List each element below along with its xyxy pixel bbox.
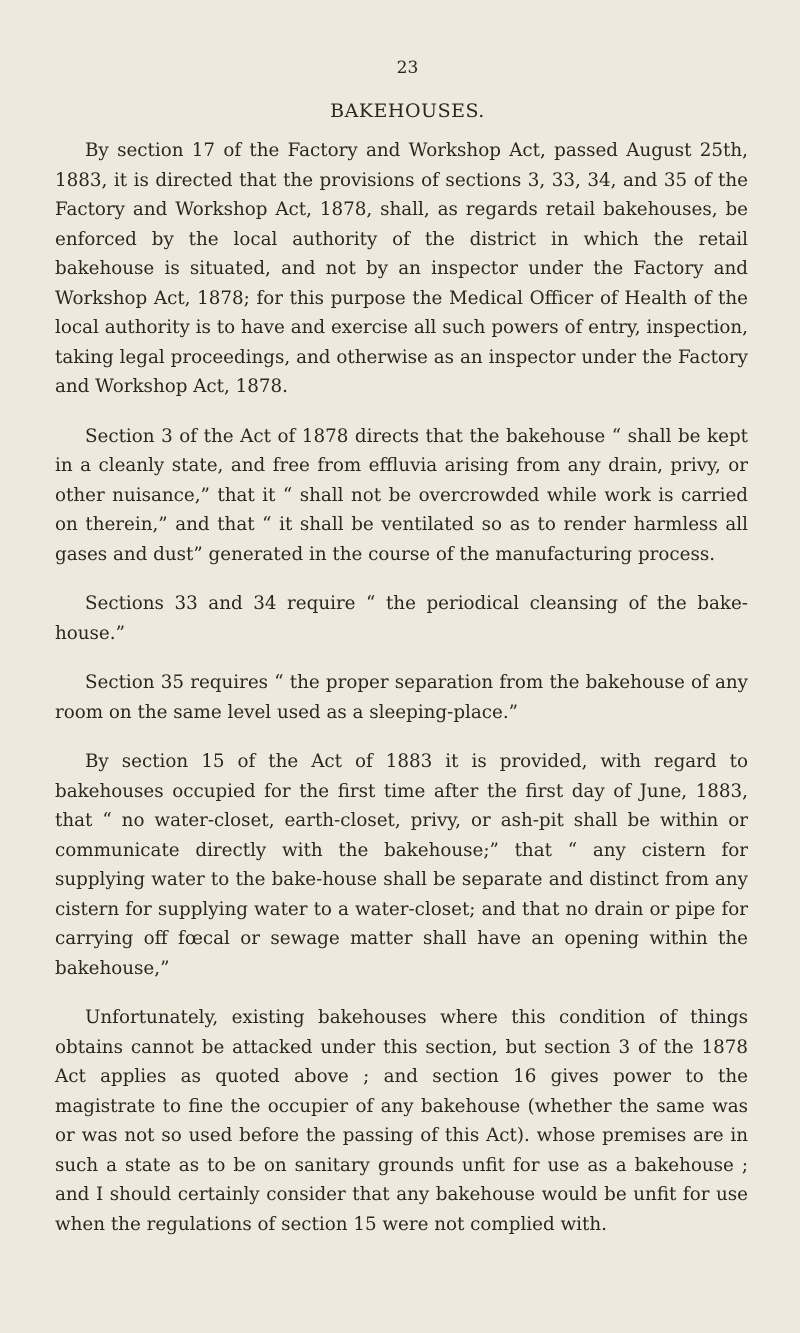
- paragraph-6: Unfortunately, existing bakehouses where this condition of things obtains cannot be attacked under this section, but section 3 of the 1878 Act applies as quoted above ; and section 16 gives power to the magistrate to fine the occupier of any bakehouse (whether the same was or was not so used before the passing of this Act). whose premises are in such a state as to be on sanitary grounds unfit for use as a bakehouse ; and I should certainly consider that any bakehouse would be unfit for use when the regulations of section 15 were not complied with.: [55, 1007, 748, 1235]
- paragraph-5: By section 15 of the Act of 1883 it is provided, with regard to bakehouses occupied for the first time after the first day of June, 1883, that “ no water-closet, earth-closet, privy, or ash-pit shall be within or communicate directly with the bakehouse;” that “ any cistern for supplying water to the bake-house shall be separate and distinct from any cistern for supplying water to a water-closet; and that no drain or pipe for carrying off fœcal or sewage matter shall have an opening within the bakehouse,”: [55, 751, 748, 979]
- section-title: BAKEHOUSES.: [330, 100, 485, 122]
- paragraph-4: Section 35 requires “ the proper separation from the bakehouse of any room on the same level used as a sleeping-place.”: [55, 672, 748, 723]
- page-number: 23: [396, 58, 419, 78]
- paragraph-1: By section 17 of the Factory and Workshop Act, passed August 25th, 1883, it is directed that the provisions of sections 3, 33, 34, and 35 of the Factory and Workshop Act, 1878, shall, as regards retail bakehouses, be enforced by the local authority of the district in which the retail bakehouse is situated, and not by an inspector under the Factory and Workshop Act, 1878; for this purpose the Medical Officer of Health of the local authority is to have and exercise all such powers of entry, inspection, taking legal proceedings, and otherwise as an inspector under the Factory and Workshop Act, 1878.: [55, 140, 748, 397]
- paragraph-2: Section 3 of the Act of 1878 directs that the bakehouse “ shall be kept in a cleanly state, and free from effluvia arising from any drain, privy, or other nuisance,” that it “ shall not be overcrowded while work is carried on therein,” and that “ it shall be ventilated so as to render harmless all gases and dust” generated in the course of the manufacturing process.: [55, 425, 748, 565]
- paragraph-3: Sections 33 and 34 require “ the periodical cleansing of the bake-house.”: [55, 593, 748, 644]
